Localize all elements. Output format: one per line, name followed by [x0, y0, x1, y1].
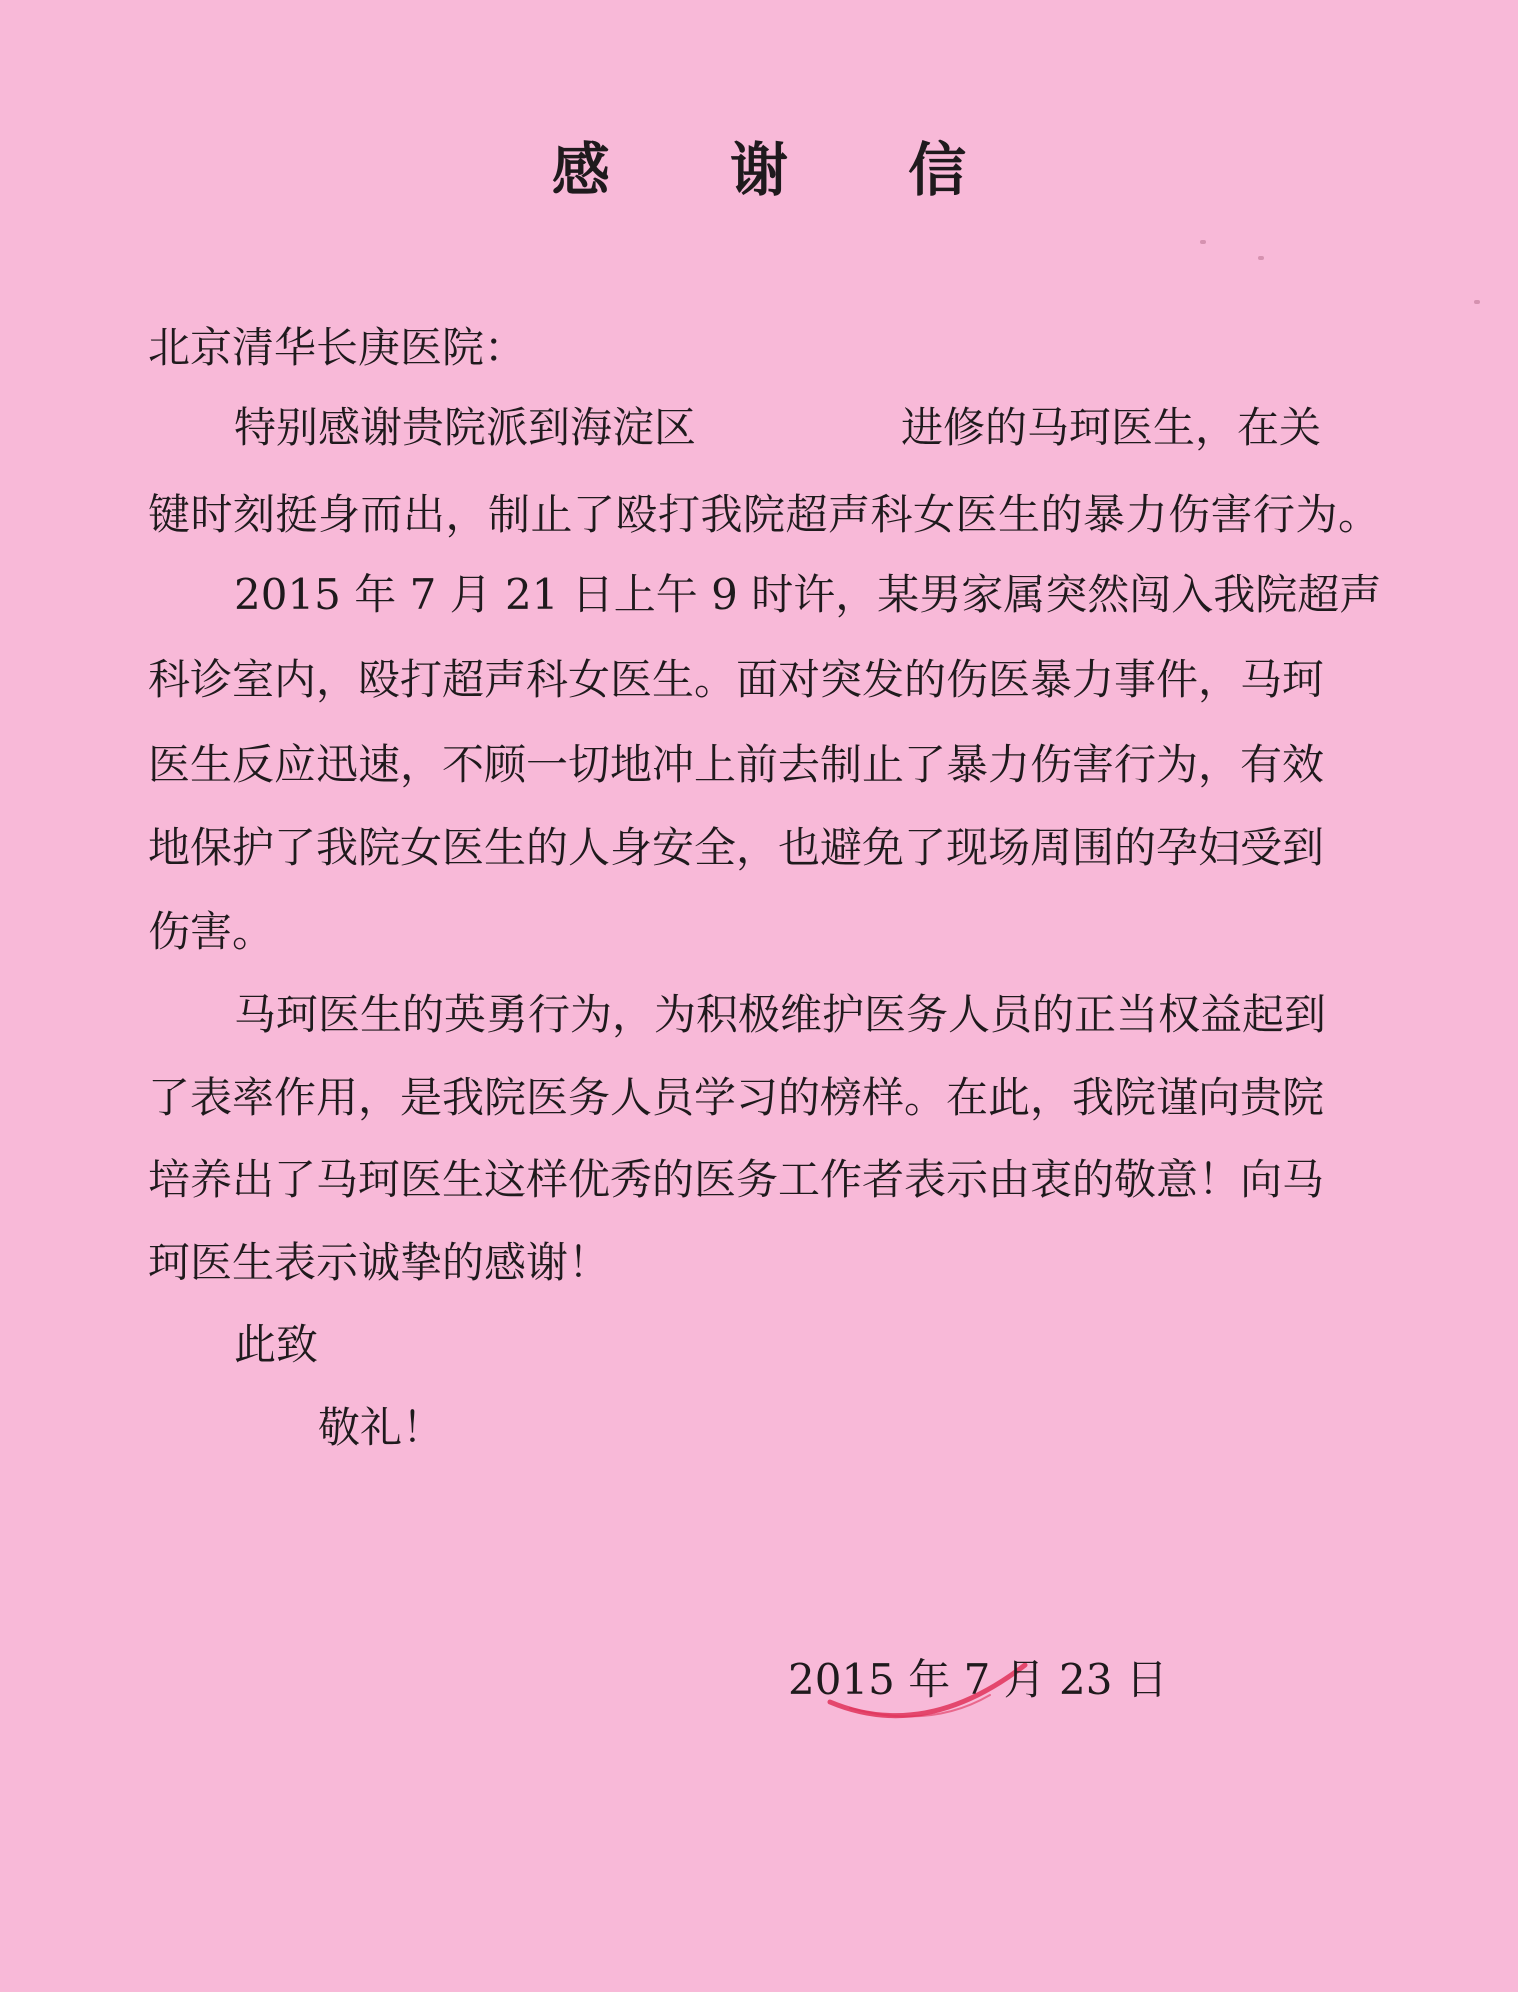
paragraph-2-line-3: 医生反应迅速，不顾一切地冲上前去制止了暴力伤害行为，有效 [148, 740, 1325, 789]
paragraph-2-line-2: 科诊室内，殴打超声科女医生。面对突发的伤医暴力事件，马珂 [148, 655, 1325, 704]
paragraph-1-line-1-part-b: 进修的马珂医生，在关 [901, 403, 1322, 452]
paper-speck [1200, 240, 1206, 244]
paragraph-2-line-1: 2015 年 7 月 21 日上午 9 时许，某男家属突然闯入我院超声 [234, 570, 1382, 619]
paragraph-1-line-1-part-a: 特别感谢贵院派到海淀区 [234, 403, 697, 452]
paragraph-2-line-5: 伤害。 [148, 907, 275, 956]
paragraph-3-line-2: 了表率作用，是我院医务人员学习的榜样。在此，我院谨向贵院 [148, 1073, 1325, 1122]
salutation: 北京清华长庚医院： [148, 323, 527, 372]
paragraph-3-line-4: 珂医生表示诚挚的感谢！ [148, 1238, 611, 1287]
paragraph-3-line-1: 马珂医生的英勇行为，为积极维护医务人员的正当权益起到 [234, 990, 1327, 1039]
letter-date: 2015 年 7 月 23 日 [788, 1655, 1168, 1704]
paragraph-1-line-2: 键时刻挺身而出，制止了殴打我院超声科女医生的暴力伤害行为。 [148, 490, 1381, 539]
paper-speck [1474, 300, 1480, 304]
paragraph-3-line-3: 培养出了马珂医生这样优秀的医务工作者表示由衷的敬意！向马 [148, 1155, 1325, 1204]
letter-title: 感 谢 信 [551, 136, 1017, 204]
closing-phrase: 此致 [234, 1320, 319, 1369]
paragraph-2-line-4: 地保护了我院女医生的人身安全，也避免了现场周围的孕妇受到 [148, 823, 1325, 872]
paragraph-1-line-1 [234, 398, 1321, 458]
closing-salute: 敬礼！ [318, 1403, 445, 1452]
paper-speck [1258, 256, 1264, 260]
